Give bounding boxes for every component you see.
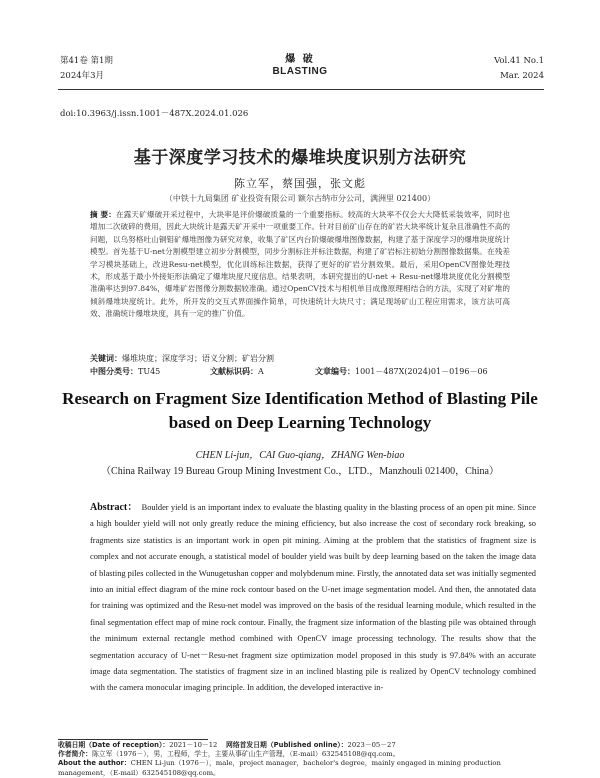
- author-en-value: CHEN Li-jun（1976－），male，project manager，bachelor's degree，mainly engaged in mining production management，（E-mail）632545108@qq.com。: [58, 759, 501, 777]
- header-rule: [58, 89, 544, 90]
- keywords-cn-label: 关键词：: [90, 354, 122, 363]
- title-en: Research on Fragment Size Identification Method of Blasting Pile based on Deep Learning Technology: [62, 389, 538, 432]
- keywords-cn: [90, 353, 510, 364]
- online-value: 2023－05－27: [347, 741, 396, 749]
- footnote-dates: [58, 741, 544, 750]
- article-number-value: 1001－487X(2024)01－0196－06: [355, 367, 488, 376]
- abstract-cn-label: 摘 要：: [90, 210, 116, 219]
- author-en-label: About the author：: [58, 759, 131, 768]
- doc-code-item: [210, 366, 315, 377]
- article-number-label: 文章编号：: [315, 367, 355, 376]
- abstract-en-text: Boulder yield is an important index to evaluate the blasting quality in the blasting process of an open pit mine. Since a high boulder yield will not only greatly reduce the mining efficiency, but also increase the cost of secondary rock breaking, so fragments size statistics is an important work in open pit mining. Aiming at the problem that the statistics of fragment size is complex and not accurate enough, a statistical model of boulder yield was built by deep learning based on the taken the image data of blasting piles collected in the Wunugetushan copper and molybdenum mine. Firstly, the annotated data set was initially segmented into an initial effect diagram of the mine rock contour based on the U-net image segmentation model. And then, the annotated data for training was optimized and the Resu-net model was improved on the basis of the residual learning module, which resulted in the final segmentation effect map of mine rock contour. Finally, the fragment size information of the blasting pile was obtained through the minimum external rectangle method combined with OpenCV image processing technology. The results show that the segmentation accuracy of U-net－Resu-net fragment size optimization model proposed in this study is 97.84% with an accurate image data segmentation. The statistics of fragment size in an inclined blasting pile is realized by OpenCV technology combined with the camera monocular imaging principle. In addition, the developed interactive in-: [90, 503, 536, 693]
- clc-item: [90, 366, 210, 377]
- doc-code-value: A: [258, 367, 264, 376]
- affiliation-en: （China Railway 19 Bureau Group Mining Investment Co.，LTD.，Manzhouli 021400，China）: [101, 466, 499, 477]
- volume-en: Vol.41 No.1: [494, 56, 544, 66]
- affiliation-cn: （中铁十九局集团 矿业投资有限公司 额尔古纳市分公司，满洲里 021400）: [164, 194, 436, 203]
- clc-label: 中图分类号：: [90, 367, 138, 376]
- abstract-cn-text: 在露天矿爆破开采过程中，大块率是评价爆破质量的一个重要指标。较高的大块率不仅会大大降低采装效率，同时也增加二次破碎的费用，因此大块统计是露天矿开采中一项重要工作。针对目前矿山存在的矿岩大块率统计复杂且准确性不高的问题，以乌努格吐山铜钼矿爆堆图像为研究对象，收集了矿区内台阶爆破爆堆图像数据，构建了基于深度学习的爆堆块度统计模型。首先基于U-net分割模型建立初步分割模型，同步分割标注并标注数据，构建了矿岩标注初始分割图像数据集。在残差学习模块基础上，改进Resu-net模型，优化训练标注数据，获得了更好的矿岩分割效果。最后，采用OpenCV图像处理技术，形成基于最小外接矩形法确定了爆堆块度尺度信息。结果表明，本研究提出的U-net + Resu-net爆堆块度优化分割模型准确率达到97.84%，爆堆矿岩图像分割数据较准确。通过OpenCV技术与相机单目成像原理相结合的方法，实现了对矿堆的倾斜爆堆块度统计。此外，所开发的交互式界面操作简单，可快速统计大块尺寸；满足现场矿山工程应用需求，该方法可高效、准确统计爆堆块度，具有一定的推广价值。: [90, 210, 510, 319]
- keywords-cn-text: 爆堆块度；深度学习；语义分割；矿岩分割: [122, 354, 274, 363]
- doi: doi:10.3963/j.issn.1001－487X.2024.01.026: [60, 109, 249, 119]
- received-label: 收稿日期（Date of reception）：: [58, 741, 170, 749]
- volume-cn: 第41卷 第1期: [60, 56, 113, 66]
- authors-en: CHEN Li-jun，CAI Guo-qiang，ZHANG Wen-biao: [195, 450, 405, 461]
- classification-row: [90, 366, 510, 377]
- journal-name-en: BLASTING: [272, 66, 328, 77]
- title-cn: 基于深度学习技术的爆堆块度识别方法研究: [133, 148, 467, 168]
- footnote-rule: [58, 739, 208, 740]
- article-number-item: [315, 366, 488, 377]
- online-label: 网络首发日期（Published online）：: [226, 741, 348, 749]
- author-cn-label: 作者简介：: [58, 750, 92, 759]
- author-cn-value: 陈立军（1976－），男，工程师，学士，主要从事矿山生产管理，（E-mail）632545108@qq.com。: [91, 750, 400, 759]
- footnote-author-cn: [58, 750, 544, 759]
- clc-value: TU45: [138, 367, 161, 376]
- footnote-author-en: [58, 759, 544, 777]
- journal-name-cn: 爆 破: [285, 54, 315, 65]
- doc-code-label: 文献标识码：: [210, 367, 258, 376]
- authors-cn: 陈立军，蔡国强，张文彪: [234, 177, 366, 190]
- abstract-cn: [90, 209, 510, 321]
- footnotes: [58, 741, 544, 778]
- date-cn: 2024年3月: [60, 71, 105, 81]
- abstract-en: [90, 500, 536, 697]
- header-right: [494, 54, 544, 84]
- received-value: 2021－10－12: [169, 741, 218, 749]
- date-en: Mar. 2024: [500, 71, 544, 81]
- abstract-en-label: Abstract：: [90, 502, 138, 513]
